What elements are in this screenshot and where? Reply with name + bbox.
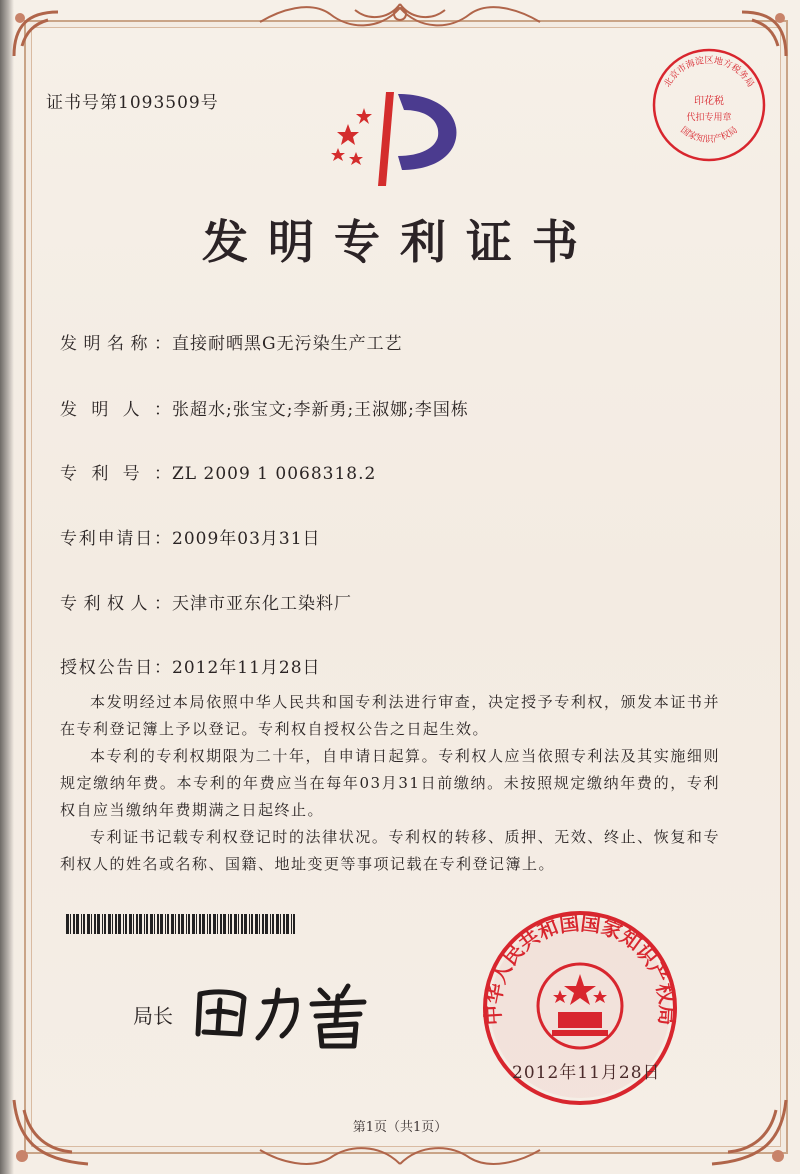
tax-stamp-icon [650,46,768,164]
director-title: 局长 [133,1004,173,1028]
field-value: 2009年03月31日 [172,529,321,549]
field-patent-number [60,459,376,484]
top-ornament-icon [250,0,550,40]
certificate-title: 发明专利证书 [202,215,598,269]
field-label: 发明名称： [60,334,172,354]
page-footer: 第1页（共1页） [352,1120,448,1135]
barcode-icon [66,914,298,934]
svg-text:国家知识产权局 [678,125,739,146]
field-grant-date [60,653,321,678]
field-value: ZL 2009 1 0068318.2 [172,464,377,484]
field-application-date [60,524,321,549]
small-stamp-line1: 印花税 [694,96,724,107]
field-label: 专利号： [60,464,172,484]
field-value: 2012年11月28日 [172,658,321,678]
field-label: 授权公告日： [60,658,172,678]
patent-office-logo-icon [328,86,468,196]
field-patentee [60,589,352,614]
field-label: 专利申请日： [60,529,172,549]
small-stamp-ring-text: 北京市海淀区地方税务局 [662,55,756,90]
field-invention-name [60,329,403,354]
corner-ornament-icon [8,6,68,66]
seal-date: 2012年11月28日 [512,1063,661,1083]
body-paragraph: 专利证书记载专利权登记时的法律状况。专利权的转移、质押、无效、终止、恢复和专利权人的姓名或名称、国籍、地址变更等事项记载在专利登记簿上。 [60,828,720,873]
scan-edge-shadow [0,0,14,1174]
field-value: 张超水;张宝文;李新勇;王淑娜;李国栋 [172,400,469,420]
certificate-number: 证书号第1093509号 [46,93,219,113]
field-label: 发明人： [60,400,172,420]
field-inventors [60,395,469,420]
body-paragraph: 本发明经过本局依照中华人民共和国专利法进行审查，决定授予专利权，颁发本证书并在专利登记簿上予以登记。专利权自授权公告之日起生效。 [60,693,720,738]
small-stamp-bottom-text: 国家知识产权局 [678,125,740,146]
director-signature [188,972,388,1052]
field-value: 天津市亚东化工染料厂 [172,594,352,614]
small-stamp-line2: 代扣专用章 [686,113,732,123]
seal-agency-text: 中华人民共和国国家知识产权局 [480,910,680,1026]
field-value: 直接耐晒黑G无污染生产工艺 [172,334,403,354]
bottom-ornament-icon [250,1138,550,1172]
field-label: 专利权人： [60,594,172,614]
body-paragraph: 本专利的专利权期限为二十年，自申请日起算。专利权人应当依照专利法及其实施细则规定缴纳年费。本专利的年费应当在每年03月31日前缴纳。未按照规定缴纳年费的，专利权自应当缴纳年费期满之日起终止。 [60,747,720,819]
